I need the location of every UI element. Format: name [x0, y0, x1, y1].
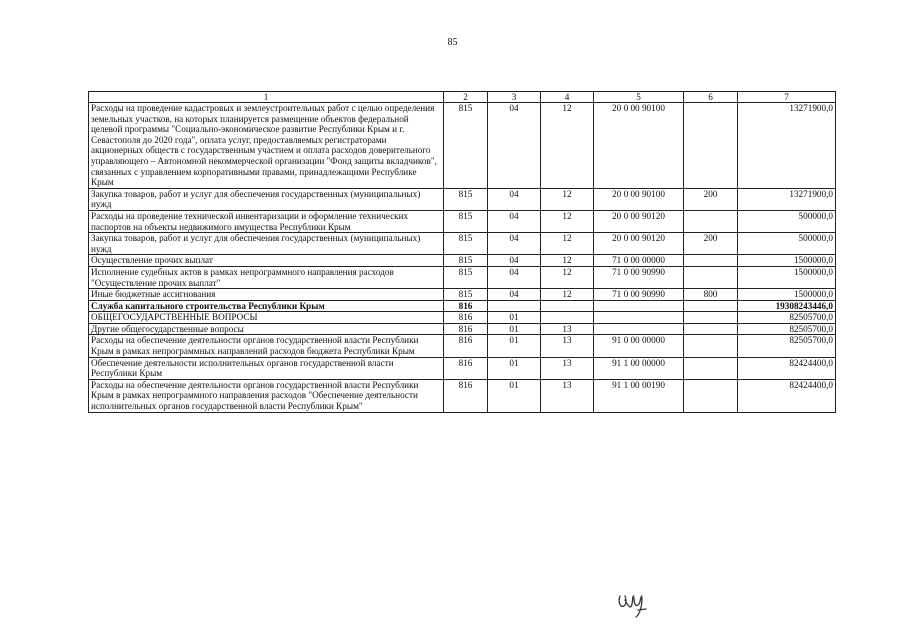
table-row	[89, 266, 836, 288]
row-code-section: 01	[488, 323, 541, 335]
row-description: Исполнение судебных актов в рамках непрограммного направления расходов "Осуществление прочих выплат"	[89, 266, 444, 288]
row-code-section: 04	[488, 210, 541, 232]
row-code-type	[684, 323, 738, 335]
row-code-type	[684, 266, 738, 288]
row-description: Обеспечение деятельности исполнительных органов государственной власти Республики Крым	[89, 357, 444, 379]
row-amount: 13271900,0	[738, 103, 836, 189]
row-code-admin: 815	[444, 188, 488, 210]
row-amount: 82505700,0	[738, 312, 836, 324]
row-amount: 82424400,0	[738, 357, 836, 379]
row-description: Расходы на проведение кадастровых и землеустроительных работ с целью определения земельных участков, на которых планируется размещение объектов федеральной целевой программы "Социально-экономическое развитие Республики Крым и г. Севастополя до 2020 года", оплата услуг, предоставляемых регистраторами акционерных обществ с государственным участием и оплата расходов доверительного управляющего – Автономной некоммерческой организации "Фонд защиты вкладчиков", связанных с управлением корпоративными правами, принадлежащими Республике Крым	[89, 103, 444, 189]
column-header: 4	[541, 92, 594, 103]
row-amount: 500000,0	[738, 210, 836, 232]
row-code-admin: 815	[444, 210, 488, 232]
table-row	[89, 323, 836, 335]
row-code-subsection: 13	[541, 357, 594, 379]
row-code-admin: 816	[444, 379, 488, 412]
row-code-admin: 815	[444, 103, 488, 189]
row-code-type	[684, 255, 738, 267]
row-code-subsection: 12	[541, 188, 594, 210]
column-header: 7	[738, 92, 836, 103]
row-code-type	[684, 210, 738, 232]
row-code-admin: 816	[444, 357, 488, 379]
table-row	[89, 233, 836, 255]
row-code-section: 04	[488, 255, 541, 267]
row-code-type: 200	[684, 188, 738, 210]
table-row	[89, 210, 836, 232]
row-code-type	[684, 312, 738, 324]
row-code-section: 01	[488, 312, 541, 324]
row-code-type	[684, 335, 738, 357]
table-row	[89, 188, 836, 210]
row-code-target: 20 0 00 90120	[594, 233, 684, 255]
table-row	[89, 289, 836, 301]
row-code-target: 20 0 00 90100	[594, 103, 684, 189]
row-code-target: 91 1 00 00190	[594, 379, 684, 412]
table-body	[89, 103, 836, 413]
row-code-target	[594, 312, 684, 324]
row-description: Другие общегосударственные вопросы	[89, 323, 444, 335]
row-code-admin: 815	[444, 255, 488, 267]
row-code-subsection: 12	[541, 103, 594, 189]
row-code-section: 04	[488, 289, 541, 301]
row-code-subsection: 13	[541, 323, 594, 335]
row-amount: 1500000,0	[738, 289, 836, 301]
row-code-target: 71 0 00 00000	[594, 255, 684, 267]
row-code-subsection: 13	[541, 335, 594, 357]
row-amount: 500000,0	[738, 233, 836, 255]
row-code-type	[684, 300, 738, 312]
page-number: 85	[447, 37, 458, 48]
row-amount: 1500000,0	[738, 255, 836, 267]
row-amount: 82505700,0	[738, 323, 836, 335]
table-row	[89, 357, 836, 379]
handwritten-signature	[612, 590, 672, 620]
row-code-target	[594, 323, 684, 335]
row-description: ОБЩЕГОСУДАРСТВЕННЫЕ ВОПРОСЫ	[89, 312, 444, 324]
row-code-section: 01	[488, 335, 541, 357]
row-description: Расходы на проведение технической инвентаризации и оформление технических паспортов на объекты недвижимого имущества Республики Крым	[89, 210, 444, 232]
row-code-target: 91 1 00 00000	[594, 357, 684, 379]
row-amount: 1500000,0	[738, 266, 836, 288]
row-amount: 82424400,0	[738, 379, 836, 412]
table-row	[89, 379, 836, 412]
row-code-section: 01	[488, 357, 541, 379]
row-code-target	[594, 300, 684, 312]
row-code-target: 71 0 00 90990	[594, 266, 684, 288]
row-code-admin: 815	[444, 266, 488, 288]
row-code-subsection: 12	[541, 255, 594, 267]
row-code-type: 200	[684, 233, 738, 255]
row-code-target: 91 0 00 00000	[594, 335, 684, 357]
row-code-section: 01	[488, 379, 541, 412]
column-header: 3	[488, 92, 541, 103]
row-amount: 82505700,0	[738, 335, 836, 357]
row-code-admin: 815	[444, 233, 488, 255]
row-code-subsection: 12	[541, 210, 594, 232]
header-row	[89, 92, 836, 103]
table-row	[89, 255, 836, 267]
row-amount: 19308243446,0	[738, 300, 836, 312]
row-code-type	[684, 379, 738, 412]
row-code-subsection: 12	[541, 289, 594, 301]
table-row	[89, 312, 836, 324]
row-code-type: 800	[684, 289, 738, 301]
row-code-admin: 816	[444, 312, 488, 324]
row-code-subsection	[541, 312, 594, 324]
row-description: Иные бюджетные ассигнования	[89, 289, 444, 301]
row-description: Закупка товаров, работ и услуг для обеспечения государственных (муниципальных) нужд	[89, 188, 444, 210]
table-row	[89, 335, 836, 357]
column-header: 5	[594, 92, 684, 103]
row-code-section: 04	[488, 188, 541, 210]
row-description: Служба капитального строительства Республики Крым	[89, 300, 444, 312]
row-code-type	[684, 357, 738, 379]
row-code-type	[684, 103, 738, 189]
row-code-admin: 816	[444, 300, 488, 312]
row-code-subsection: 12	[541, 233, 594, 255]
table-row	[89, 300, 836, 312]
column-header: 6	[684, 92, 738, 103]
row-code-section	[488, 300, 541, 312]
column-header: 1	[89, 92, 444, 103]
row-code-section: 04	[488, 233, 541, 255]
row-description: Расходы на обеспечение деятельности органов государственной власти Республики Крым в рамках непрограммных направлений расходов бюджета Республики Крым	[89, 335, 444, 357]
budget-table	[88, 91, 836, 413]
row-code-target: 20 0 00 90120	[594, 210, 684, 232]
row-code-section: 04	[488, 266, 541, 288]
row-code-subsection	[541, 300, 594, 312]
row-code-admin: 816	[444, 323, 488, 335]
row-code-target: 20 0 00 90100	[594, 188, 684, 210]
column-header: 2	[444, 92, 488, 103]
row-amount: 13271900,0	[738, 188, 836, 210]
row-code-admin: 815	[444, 289, 488, 301]
row-code-subsection: 13	[541, 379, 594, 412]
row-code-section: 04	[488, 103, 541, 189]
row-description: Осуществление прочих выплат	[89, 255, 444, 267]
row-code-admin: 816	[444, 335, 488, 357]
row-code-subsection: 12	[541, 266, 594, 288]
row-description: Расходы на обеспечение деятельности органов государственной власти Республики Крым в рамках непрограммного направления расходов "Обеспечение деятельности исполнительных органов государственной власти Республики Крым"	[89, 379, 444, 412]
row-description: Закупка товаров, работ и услуг для обеспечения государственных (муниципальных) нужд	[89, 233, 444, 255]
table-row	[89, 103, 836, 189]
row-code-target: 71 0 00 90990	[594, 289, 684, 301]
